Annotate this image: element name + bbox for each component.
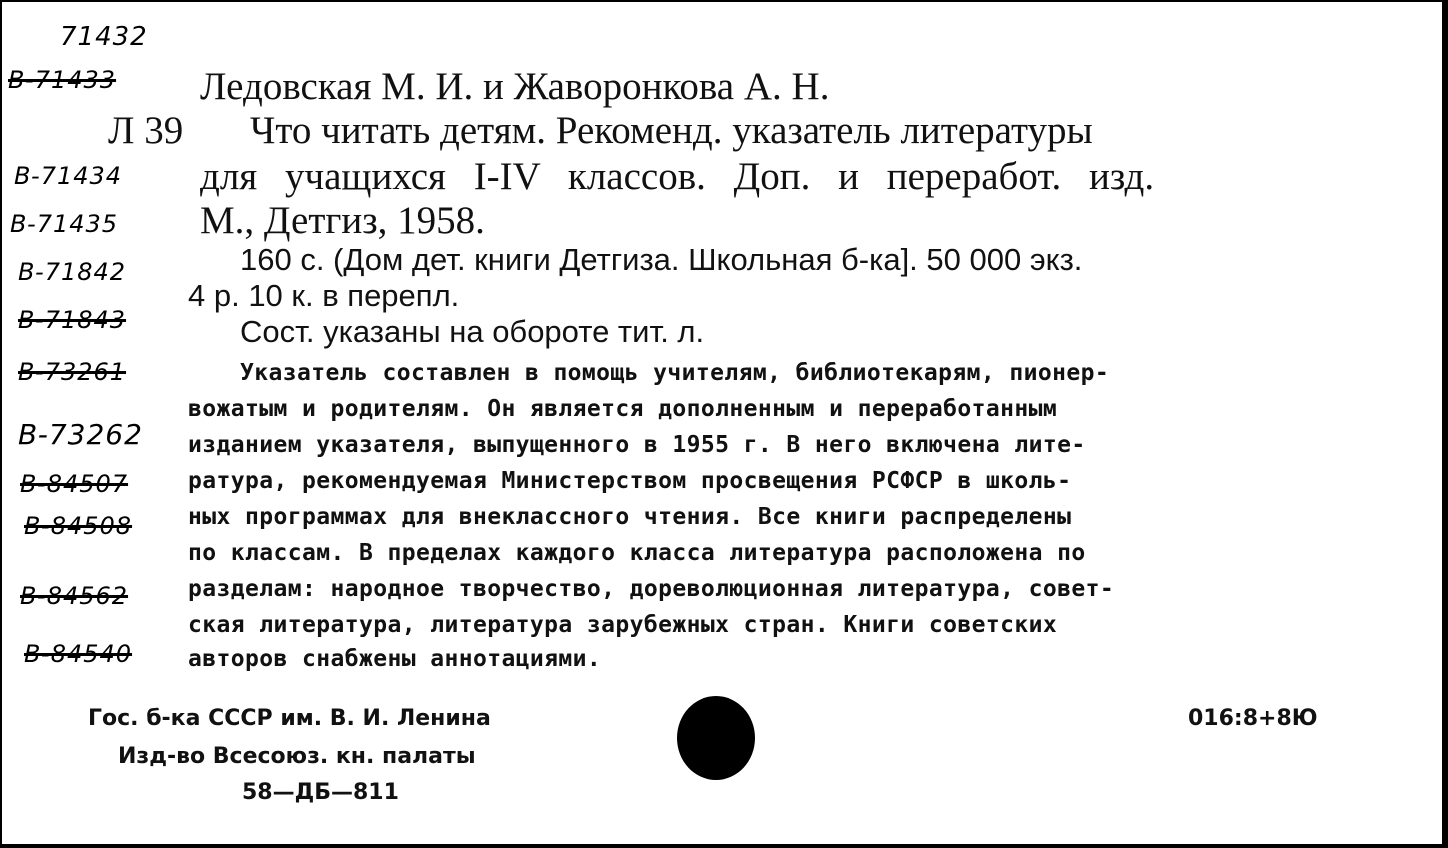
- abstract-line: изданием указателя, выпущенного в 1955 г. В него включена лите-: [188, 432, 1086, 458]
- note-line: Сост. указаны на обороте тит. л.: [240, 314, 705, 349]
- abstract-line: ратура, рекомендуемая Министерством просвещения РСФСР в школь-: [188, 468, 1072, 494]
- handwritten-number: B-71843: [18, 306, 127, 334]
- handwritten-number: B-84540: [24, 640, 133, 668]
- handwritten-number: B-71433: [8, 66, 117, 94]
- footer-library: Гос. б-ка СССР им. В. И. Ленина: [88, 706, 491, 731]
- handwritten-number: B-84562: [20, 582, 129, 610]
- abstract-line: Указатель составлен в помощь учителям, библиотекарям, пионер-: [240, 360, 1110, 386]
- physical-description: 160 с. (Дом дет. книги Детгиза. Школьная б-ка]. 50 000 экз.: [240, 242, 1083, 277]
- punch-hole: [677, 696, 755, 780]
- classification-index: 016:8+8Ю: [1188, 706, 1318, 731]
- handwritten-number: B-84508: [24, 512, 133, 540]
- abstract-line: вожатым и родителям. Он является дополненным и переработанным: [188, 396, 1058, 422]
- handwritten-number: B-73261: [18, 358, 127, 386]
- handwritten-number: B-71842: [18, 258, 127, 286]
- handwritten-number: B-71434: [14, 162, 123, 190]
- abstract-line: разделам: народное творчество, дореволюционная литература, совет-: [188, 576, 1115, 602]
- title-line: для учащихся I-IV классов. Доп. и переработ. изд.: [200, 155, 1155, 198]
- handwritten-number: B-84507: [20, 470, 129, 498]
- handwritten-number: B-73262: [18, 418, 143, 451]
- title-line: М., Детгиз, 1958.: [200, 199, 485, 242]
- handwritten-number: B-71435: [10, 210, 119, 238]
- abstract-line: авторов снабжены аннотациями.: [188, 646, 602, 672]
- authors-heading: Ледовская М. И. и Жаворонкова А. Н.: [200, 65, 830, 108]
- footer-code: 58—ДБ—811: [242, 780, 399, 805]
- handwritten-number: 71432: [60, 22, 148, 52]
- abstract-line: ская литература, литература зарубежных стран. Книги советских: [188, 612, 1058, 638]
- abstract-line: ных программах для внеклассного чтения. Все книги распределены: [188, 504, 1072, 530]
- physical-description: 4 р. 10 к. в перепл.: [188, 278, 460, 313]
- abstract-line: по классам. В пределах каждого класса литература расположена по: [188, 540, 1086, 566]
- title-line: Что читать детям. Рекоменд. указатель литературы: [250, 109, 1093, 152]
- call-number: Л 39: [108, 109, 184, 152]
- footer-publisher: Изд-во Всесоюз. кн. палаты: [118, 744, 476, 769]
